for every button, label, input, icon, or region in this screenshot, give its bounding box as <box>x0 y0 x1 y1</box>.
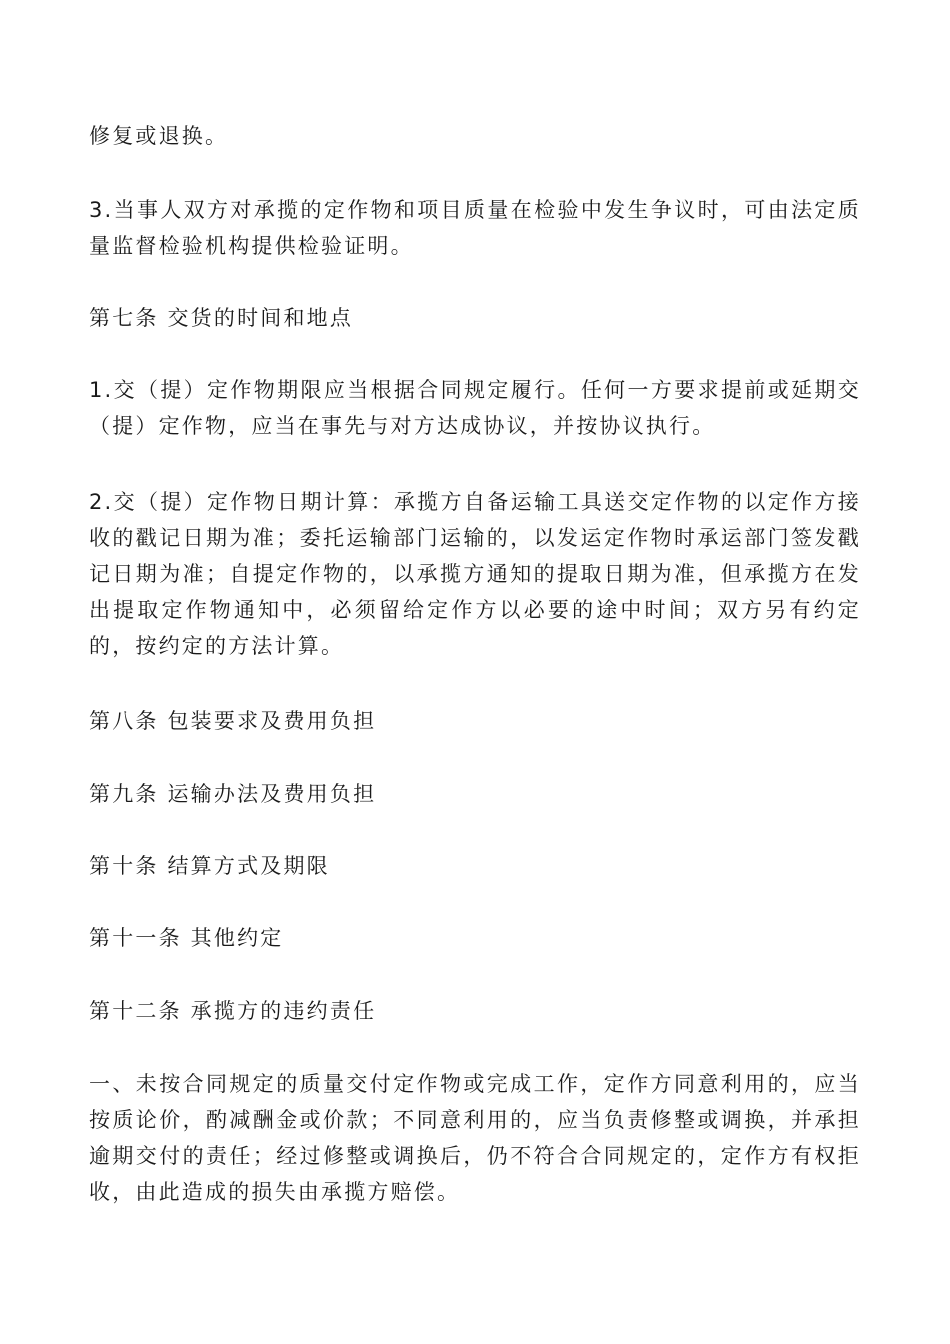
paragraph-delivery-date-calculation: 2.交（提）定作物日期计算：承揽方自备运输工具送交定作物的以定作方接收的戳记日期为准；委托运输部门运输的，以发运定作物时承运部门签发戳记日期为准；自提定作物的，以承揽方通知的提取日期为准，但承揽方在发出提取定作物通知中，必须留给定作方以必要的途中时间；双方另有约定的，按约定的方法计算。 <box>89 490 861 658</box>
paragraph-quality-dispute: 3.当事人双方对承揽的定作物和项目质量在检验中发生争议时，可由法定质量监督检验机构提供检验证明。 <box>89 198 861 258</box>
heading-article-10: 第十条 结算方式及期限 <box>89 854 330 878</box>
heading-article-7: 第七条 交货的时间和地点 <box>89 306 354 330</box>
heading-article-12: 第十二条 承揽方的违约责任 <box>89 999 377 1023</box>
paragraph-repair-or-return: 修复或退换。 <box>89 124 229 148</box>
paragraph-contractor-liability-1: 一、未按合同规定的质量交付定作物或完成工作，定作方同意利用的，应当按质论价，酌减酬金或价款；不同意利用的，应当负责修整或调换，并承担逾期交付的责任；经过修整或调换后，仍不符合合同规定的，定作方有权拒收，由此造成的损失由承揽方赔偿。 <box>89 1072 861 1204</box>
heading-article-11: 第十一条 其他约定 <box>89 926 284 950</box>
heading-article-9: 第九条 运输办法及费用负担 <box>89 782 377 806</box>
paragraph-delivery-deadline: 1.交（提）定作物期限应当根据合同规定履行。任何一方要求提前或延期交（提）定作物，应当在事先与对方达成协议，并按协议执行。 <box>89 378 861 438</box>
heading-article-8: 第八条 包装要求及费用负担 <box>89 709 377 733</box>
